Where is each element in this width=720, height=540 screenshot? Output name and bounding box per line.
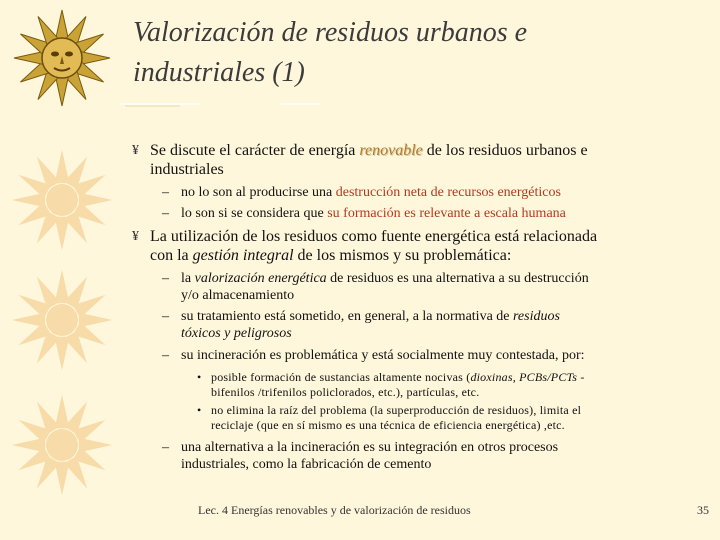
point-2-sub-1: la valorización energética de residuos es una alternativa a su destrucción [181,271,589,286]
point-2-sub-2: su tratamiento está sometido, en general, a la normativa de residuos [181,309,560,324]
point-2-line-1: La utilización de los residuos como fuente energética está relacionada [150,228,598,245]
point-2-sub-3-item-2: no elimina la raíz del problema (la superproducción de residuos), limita el [211,403,582,417]
point-2-line-2: con la gestión integral de los mismos y su problemática: [150,247,512,264]
dash-icon: – [162,348,169,363]
point-2-sub-4-cont: industriales, como la fabricación de cemento [181,457,432,472]
dash-icon: – [162,309,169,324]
dash-icon: – [162,440,169,455]
point-1-sub-2: lo son si se considera que su formación es relevante a escala humana [181,206,566,221]
point-1-line-2: industriales [150,161,224,178]
point-1-line-1: Se discute el carácter de energía renovable de los residuos urbanos e [150,142,588,159]
title-line-2: industriales (1) [133,57,305,88]
title-line-1: Valorización de residuos urbanos e [133,17,528,48]
dash-icon: – [162,206,169,221]
dot-icon: • [197,370,202,384]
point-2-sub-3-item-1-cont: bifenilos /trifenilos policlorados, etc.), partículas, etc. [211,385,480,399]
point-2-sub-3-item-2-cont: reciclaje (que en sí mismo es una técnica de eficiencia energética) ,etc. [211,418,565,432]
renewable-word: renovable [359,142,423,159]
point-1-sub-1: no lo son al producirse una destrucción neta de recursos energéticos [181,185,561,200]
footer-text: Lec. 4 Energías renovables y de valorización de residuos [198,503,471,517]
page-number: 35 [697,503,709,517]
dash-icon: – [162,271,169,286]
bullet-icon: ¥ [132,143,139,158]
bullet-icon: ¥ [132,229,139,244]
point-2-sub-1-cont: y/o almacenamiento [181,288,295,303]
dash-icon: – [162,185,169,200]
dot-icon: • [197,403,202,417]
point-2-sub-3: su incineración es problemática y está socialmente muy contestada, por: [181,348,585,363]
point-2-sub-2-cont: tóxicos y peligrosos [181,326,292,341]
point-2-sub-3-item-1: posible formación de sustancias altamente nocivas (dioxinas, PCBs/PCTs - [211,370,585,384]
point-2-sub-4: una alternativa a la incineración es su integración en otros procesos [181,440,559,455]
